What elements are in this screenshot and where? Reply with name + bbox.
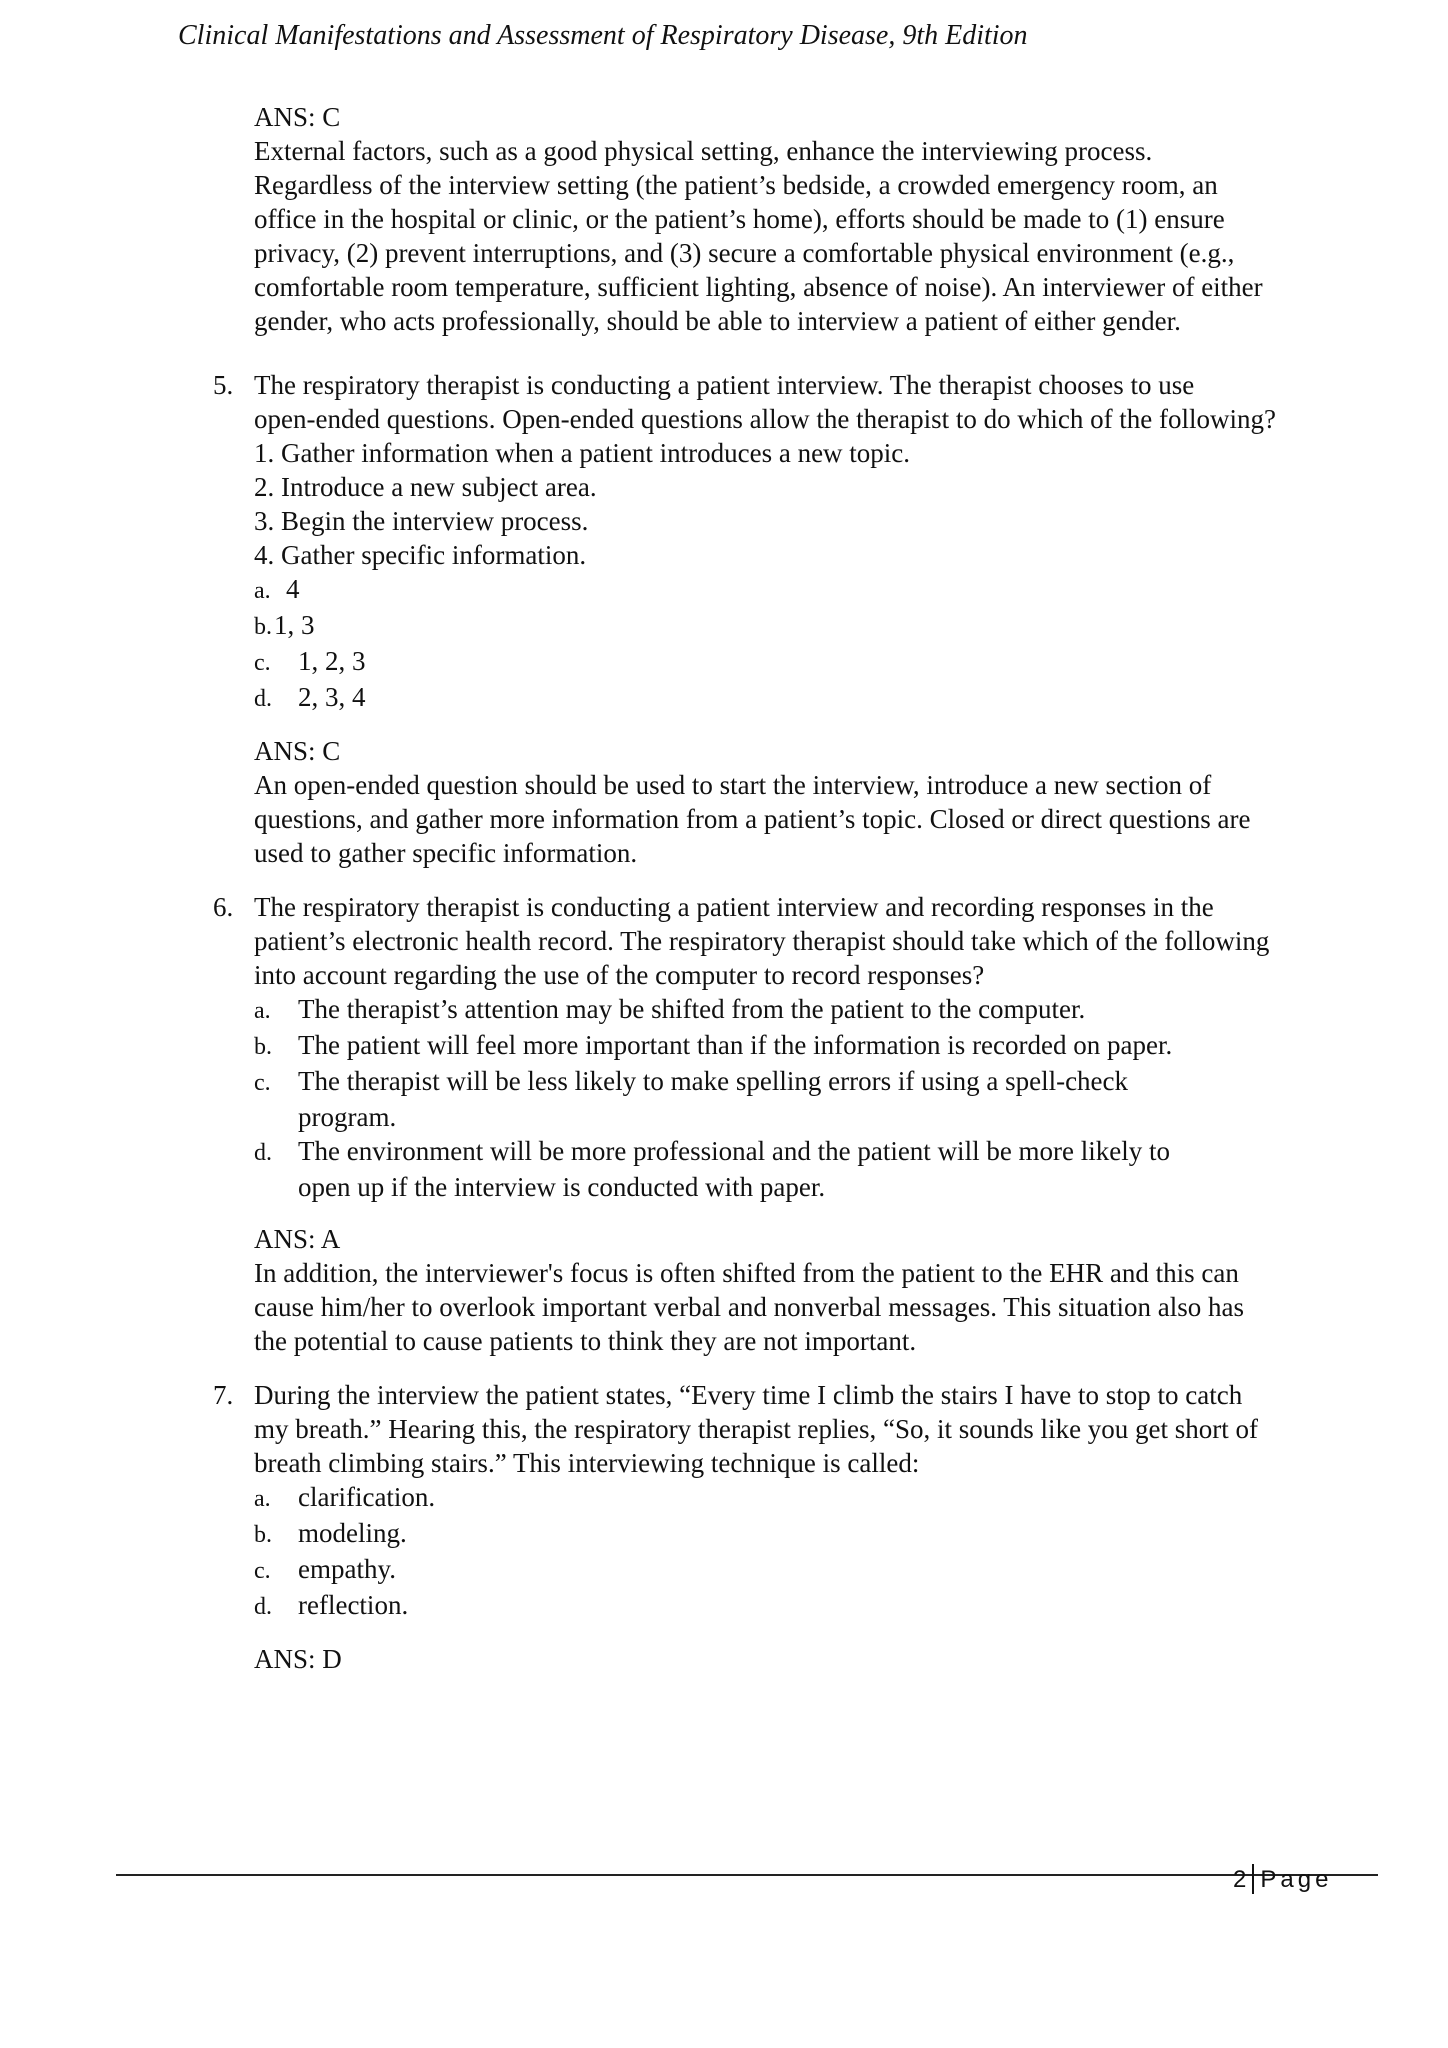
- option-text: 1, 3: [274, 610, 315, 640]
- page-number: [1233, 1864, 1332, 1894]
- option-letter: a.: [254, 578, 271, 604]
- answer-option-d: [254, 680, 1393, 716]
- rationale-line: In addition, the interviewer's focus is often shifted from the patient to the EHR and this can: [254, 1258, 1239, 1288]
- rationale-line: Regardless of the interview setting (the patient’s bedside, a crowded emergency room, an: [254, 170, 1218, 200]
- page-number-value: 2: [1233, 1866, 1251, 1893]
- answer-label: ANS: D: [254, 1644, 342, 1674]
- rationale-line: comfortable room temperature, sufficient lighting, absence of noise). An interviewer of either: [254, 272, 1263, 302]
- rationale-line: An open-ended question should be used to start the interview, introduce a new section of: [254, 770, 1212, 800]
- answer-option-a: [254, 572, 1393, 608]
- option-letter: c.: [254, 650, 271, 676]
- option-letter: b.: [254, 1522, 272, 1548]
- answer-option-a: [254, 992, 1393, 1028]
- rationale-line: the potential to cause patients to think they are not important.: [254, 1326, 917, 1356]
- answer-option-c: [254, 644, 1393, 680]
- question-stem-line: During the interview the patient states, “Every time I climb the stairs I have to stop to catch: [254, 1380, 1243, 1410]
- answer-option-c: [254, 1552, 1393, 1588]
- option-text-continued: program.: [298, 1102, 397, 1132]
- question-7: [213, 1378, 1393, 1676]
- option-text: The therapist’s attention may be shifted from the patient to the computer.: [298, 994, 1086, 1024]
- option-letter: a.: [254, 1486, 271, 1512]
- option-text-continued: open up if the interview is conducted with paper.: [298, 1172, 826, 1202]
- question-stem-line: 1. Gather information when a patient introduces a new topic.: [254, 438, 911, 468]
- option-text: 4: [286, 574, 300, 604]
- option-text: The patient will feel more important than if the information is recorded on paper.: [298, 1030, 1173, 1060]
- rationale-line: privacy, (2) prevent interruptions, and (3) secure a comfortable physical environment (e.g.,: [254, 238, 1235, 268]
- question-stem-line: The respiratory therapist is conducting a patient interview and recording responses in the: [254, 892, 1214, 922]
- question-stem-line: breath climbing stairs.” This interviewing technique is called:: [254, 1448, 920, 1478]
- question-stem-line: The respiratory therapist is conducting a patient interview. The therapist chooses to use: [254, 370, 1195, 400]
- option-text: clarification.: [298, 1482, 436, 1512]
- option-letter: c.: [254, 1070, 271, 1096]
- option-letter: c.: [254, 1558, 271, 1584]
- rationale-line: External factors, such as a good physical setting, enhance the interviewing process.: [254, 136, 1153, 166]
- answer-label: ANS: C: [254, 102, 341, 132]
- question-stem-line: 2. Introduce a new subject area.: [254, 472, 597, 502]
- question-stem-line: open-ended questions. Open-ended questions allow the therapist to do which of the following?: [254, 404, 1277, 434]
- answer-option-b: [254, 1516, 1393, 1552]
- option-letter: d.: [254, 686, 272, 712]
- answer-label: ANS: C: [254, 736, 341, 766]
- answer-label: ANS: A: [254, 1224, 341, 1254]
- option-letter: b.: [254, 1034, 272, 1060]
- option-text: The therapist will be less likely to make spelling errors if using a spell-check: [298, 1066, 1129, 1096]
- rationale-line: cause him/her to overlook important verbal and nonverbal messages. This situation also has: [254, 1292, 1245, 1322]
- option-text: 1, 2, 3: [298, 646, 366, 676]
- question-number: 6.: [213, 892, 234, 922]
- answer-option-c: [254, 1064, 1393, 1134]
- option-text: modeling.: [298, 1518, 407, 1548]
- question-stem-line: 3. Begin the interview process.: [254, 506, 589, 536]
- rationale-line: gender, who acts professionally, should be able to interview a patient of either gender.: [254, 306, 1181, 336]
- answer-option-d: [254, 1588, 1393, 1624]
- option-letter: d.: [254, 1140, 272, 1166]
- option-letter: b.: [254, 614, 272, 640]
- option-text: The environment will be more professional and the patient will be more likely to: [298, 1136, 1171, 1166]
- document-header-title: Clinical Manifestations and Assessment of Respiratory Disease, 9th Edition: [178, 20, 1028, 51]
- option-letter: a.: [254, 998, 271, 1024]
- question-5: [213, 368, 1393, 870]
- answer-option-b: [254, 608, 1393, 644]
- question-stem-line: 4. Gather specific information.: [254, 540, 587, 570]
- page-separator: [1252, 1864, 1254, 1894]
- question-number: 5.: [213, 370, 234, 400]
- option-text: 2, 3, 4: [298, 682, 366, 712]
- question-stem-line: patient’s electronic health record. The respiratory therapist should take which of the following: [254, 926, 1270, 956]
- option-text: reflection.: [298, 1590, 409, 1620]
- rationale-line: office in the hospital or clinic, or the patient’s home), efforts should be made to (1) ensure: [254, 204, 1225, 234]
- rationale-line: used to gather specific information.: [254, 838, 638, 868]
- question-6: [213, 890, 1393, 1358]
- footer-divider: [116, 1874, 1378, 1876]
- page-label: Page: [1260, 1866, 1333, 1893]
- question-stem-line: into account regarding the use of the computer to record responses?: [254, 960, 985, 990]
- question-stem-line: my breath.” Hearing this, the respiratory therapist replies, “So, it sounds like you get short of: [254, 1414, 1259, 1444]
- rationale-line: questions, and gather more information from a patient’s topic. Closed or direct questions are: [254, 804, 1251, 834]
- q4-answer-block: [254, 100, 1384, 338]
- option-letter: d.: [254, 1594, 272, 1620]
- question-number: 7.: [213, 1380, 234, 1410]
- answer-option-a: [254, 1480, 1393, 1516]
- answer-option-d: [254, 1134, 1393, 1204]
- answer-option-b: [254, 1028, 1393, 1064]
- option-text: empathy.: [298, 1554, 396, 1584]
